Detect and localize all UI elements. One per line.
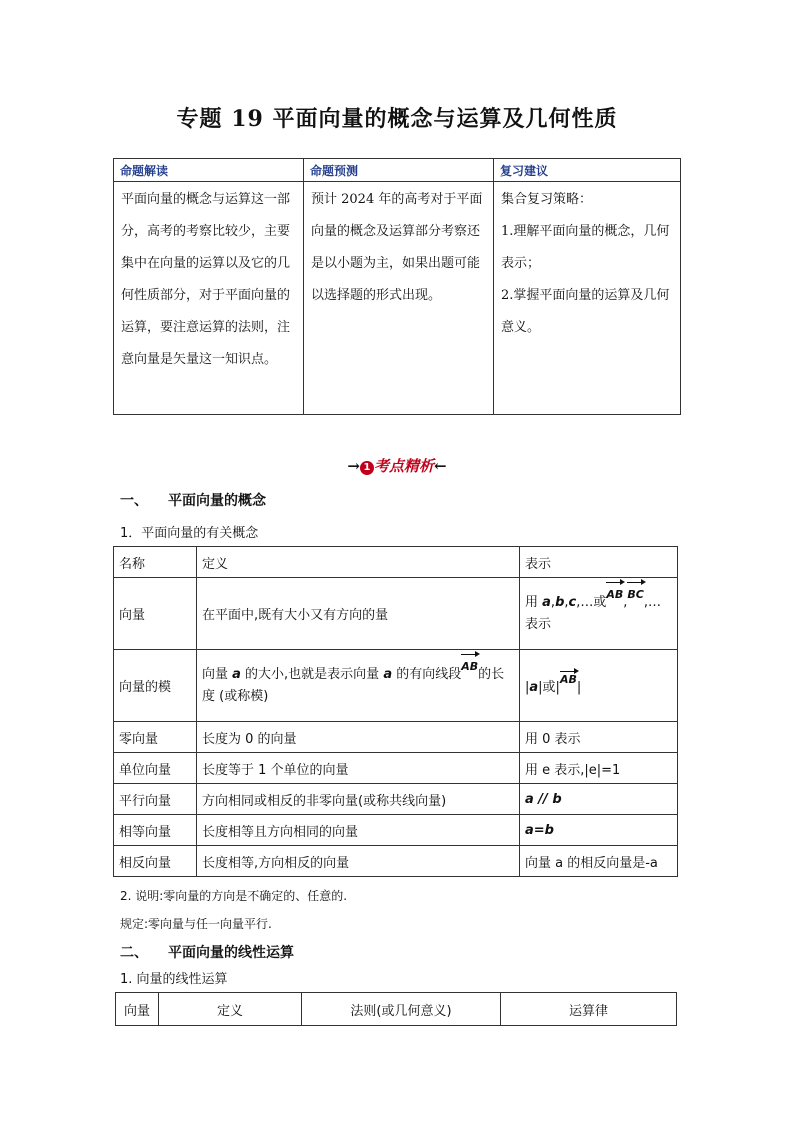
concept-definition: 长度为 0 的向量 xyxy=(197,722,520,753)
summary-interpretation-text: 平面向量的概念与运算这一部分，高考的考察比较少，主要集中在向量的运算以及它的几何性质部分，对于平面向量的运算，要注意运算的法则，注意向量是矢量这一知识点。 xyxy=(114,182,304,415)
section-1-number: 一、 xyxy=(120,493,148,509)
section-2-number: 二、 xyxy=(120,945,148,961)
section-2-heading xyxy=(120,942,294,962)
ops-header-definition: 定义 xyxy=(159,993,302,1026)
summary-prediction-text: 预计 2024 年的高考对于平面向量的概念及运算部分考察还是以小题为主，如果出题可能以选择题的形式出现。 xyxy=(304,182,494,415)
concept-representation: 用 a,b,c,…或AB,BC,…表示 xyxy=(520,578,678,650)
table-row xyxy=(114,753,678,784)
concept-name: 向量的模 xyxy=(114,650,197,722)
advice-line-3: 2.掌握平面向量的运算及几何意义。 xyxy=(501,288,670,335)
advice-line-1: 集合复习策略： xyxy=(501,192,593,207)
note-line-1: 2. 说明:零向量的方向是不确定的、任意的. xyxy=(120,889,348,903)
concept-header-definition: 定义 xyxy=(197,547,520,578)
concept-name: 单位向量 xyxy=(114,753,197,784)
summary-header-advice: 复习建议 xyxy=(494,159,681,182)
concept-definition: 长度相等,方向相反的向量 xyxy=(197,846,520,877)
section-1-title: 平面向量的概念 xyxy=(168,493,266,509)
table-row xyxy=(114,784,678,815)
table-row xyxy=(114,578,678,650)
ops-header-vector: 向量 xyxy=(116,993,159,1026)
summary-header-interpretation: 命题解读 xyxy=(114,159,304,182)
concept-definition: 方向相同或相反的非零向量(或称共线向量) xyxy=(197,784,520,815)
badge-arrow-left: → xyxy=(347,457,360,475)
section-badge xyxy=(0,455,794,476)
badge-number-circle: 1 xyxy=(360,461,374,475)
ops-header-law: 运算律 xyxy=(501,993,677,1026)
concept-name: 平行向量 xyxy=(114,784,197,815)
advice-line-2: 1.理解平面向量的概念，几何表示； xyxy=(501,224,670,271)
table-row xyxy=(114,815,678,846)
ops-header-rule: 法则(或几何意义) xyxy=(302,993,501,1026)
concept-name: 零向量 xyxy=(114,722,197,753)
section-2-title: 平面向量的线性运算 xyxy=(168,945,294,961)
section-2-subheading: 1. 向量的线性运算 xyxy=(120,972,228,987)
badge-text: 考点精析 xyxy=(373,457,434,475)
table-row xyxy=(114,846,678,877)
vector-ab-symbol: AB xyxy=(461,656,478,678)
vector-bc-symbol: BC xyxy=(627,584,643,606)
concept-definition: 在平面中,既有大小又有方向的量 xyxy=(197,578,520,650)
concept-representation: a // b xyxy=(520,784,678,815)
concept-header-representation: 表示 xyxy=(520,547,678,578)
vector-ab-symbol: AB xyxy=(606,584,623,606)
section-1-heading xyxy=(120,490,266,510)
concept-representation: |a|或|AB| xyxy=(520,650,678,722)
concept-definition: 向量 a 的大小,也就是表示向量 a 的有向线段AB的长度 (或称模) xyxy=(197,650,520,722)
summary-header-prediction: 命题预测 xyxy=(304,159,494,182)
concept-representation: a=b xyxy=(520,815,678,846)
concept-representation: 用 0 表示 xyxy=(520,722,678,753)
concept-name: 相反向量 xyxy=(114,846,197,877)
table-row xyxy=(114,650,678,722)
concept-name: 相等向量 xyxy=(114,815,197,846)
concept-name: 向量 xyxy=(114,578,197,650)
summary-advice-cell xyxy=(494,182,681,415)
concept-representation: 向量 a 的相反向量是-a xyxy=(520,846,678,877)
note-line-2: 规定:零向量与任一向量平行. xyxy=(120,917,272,931)
summary-table xyxy=(113,158,681,415)
vector-ab-symbol: AB xyxy=(559,673,577,686)
page-title: 专题 19 平面向量的概念与运算及几何性质 xyxy=(176,106,618,132)
concept-definition: 长度相等且方向相同的向量 xyxy=(197,815,520,846)
concept-representation: 用 e 表示,|e|=1 xyxy=(520,753,678,784)
concept-header-name: 名称 xyxy=(114,547,197,578)
concept-definition: 长度等于 1 个单位的向量 xyxy=(197,753,520,784)
operations-table xyxy=(115,992,677,1026)
badge-arrow-right: ← xyxy=(434,457,447,475)
section-1-subheading: 1．平面向量的有关概念 xyxy=(120,526,259,541)
concept-table xyxy=(113,546,678,877)
table-row xyxy=(114,722,678,753)
